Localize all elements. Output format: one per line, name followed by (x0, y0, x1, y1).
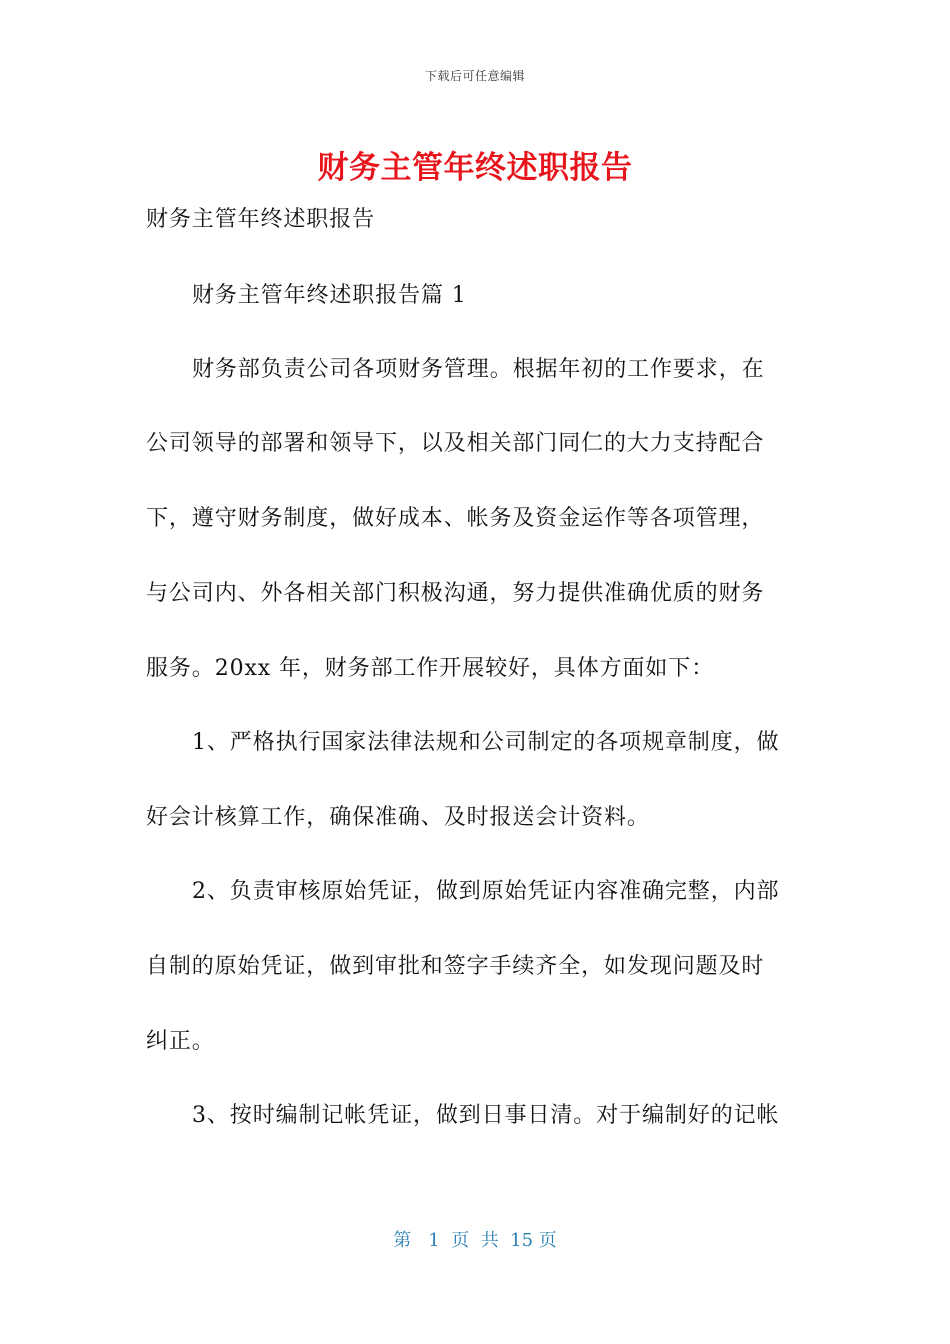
section-heading: 财务主管年终述职报告篇 1 (192, 283, 467, 308)
document-title: 财务主管年终述职报告 (317, 150, 633, 186)
paragraph-line: 纠正。 (146, 1029, 215, 1054)
paragraph-line: 公司领导的部署和领导下，以及相关部门同仁的大力支持配合 (146, 431, 765, 456)
paragraph-line: 自制的原始凭证，做到审批和签字手续齐全，如发现问题及时 (146, 954, 765, 979)
subtitle-line: 财务主管年终述职报告 (146, 207, 376, 232)
header-note: 下载后可任意编辑 (424, 69, 525, 83)
paragraph-line: 3、按时编制记帐凭证，做到日事日清。对于编制好的记帐 (192, 1103, 780, 1128)
paragraph-line: 1、严格执行国家法律法规和公司制定的各项规章制度，做 (192, 730, 780, 755)
page-footer: 第 1 页 共 15 页 (393, 1230, 557, 1251)
paragraph-line: 与公司内、外各相关部门积极沟通，努力提供准确优质的财务 (146, 581, 765, 606)
paragraph-line: 下，遵守财务制度，做好成本、帐务及资金运作等各项管理， (146, 506, 765, 531)
paragraph-line: 好会计核算工作，确保准确、及时报送会计资料。 (146, 805, 650, 830)
paragraph-line: 2、负责审核原始凭证，做到原始凭证内容准确完整，内部 (192, 879, 780, 904)
paragraph-line: 服务。20xx 年，财务部工作开展较好，具体方面如下： (146, 656, 715, 681)
paragraph-line: 财务部负责公司各项财务管理。根据年初的工作要求，在 (192, 357, 765, 382)
